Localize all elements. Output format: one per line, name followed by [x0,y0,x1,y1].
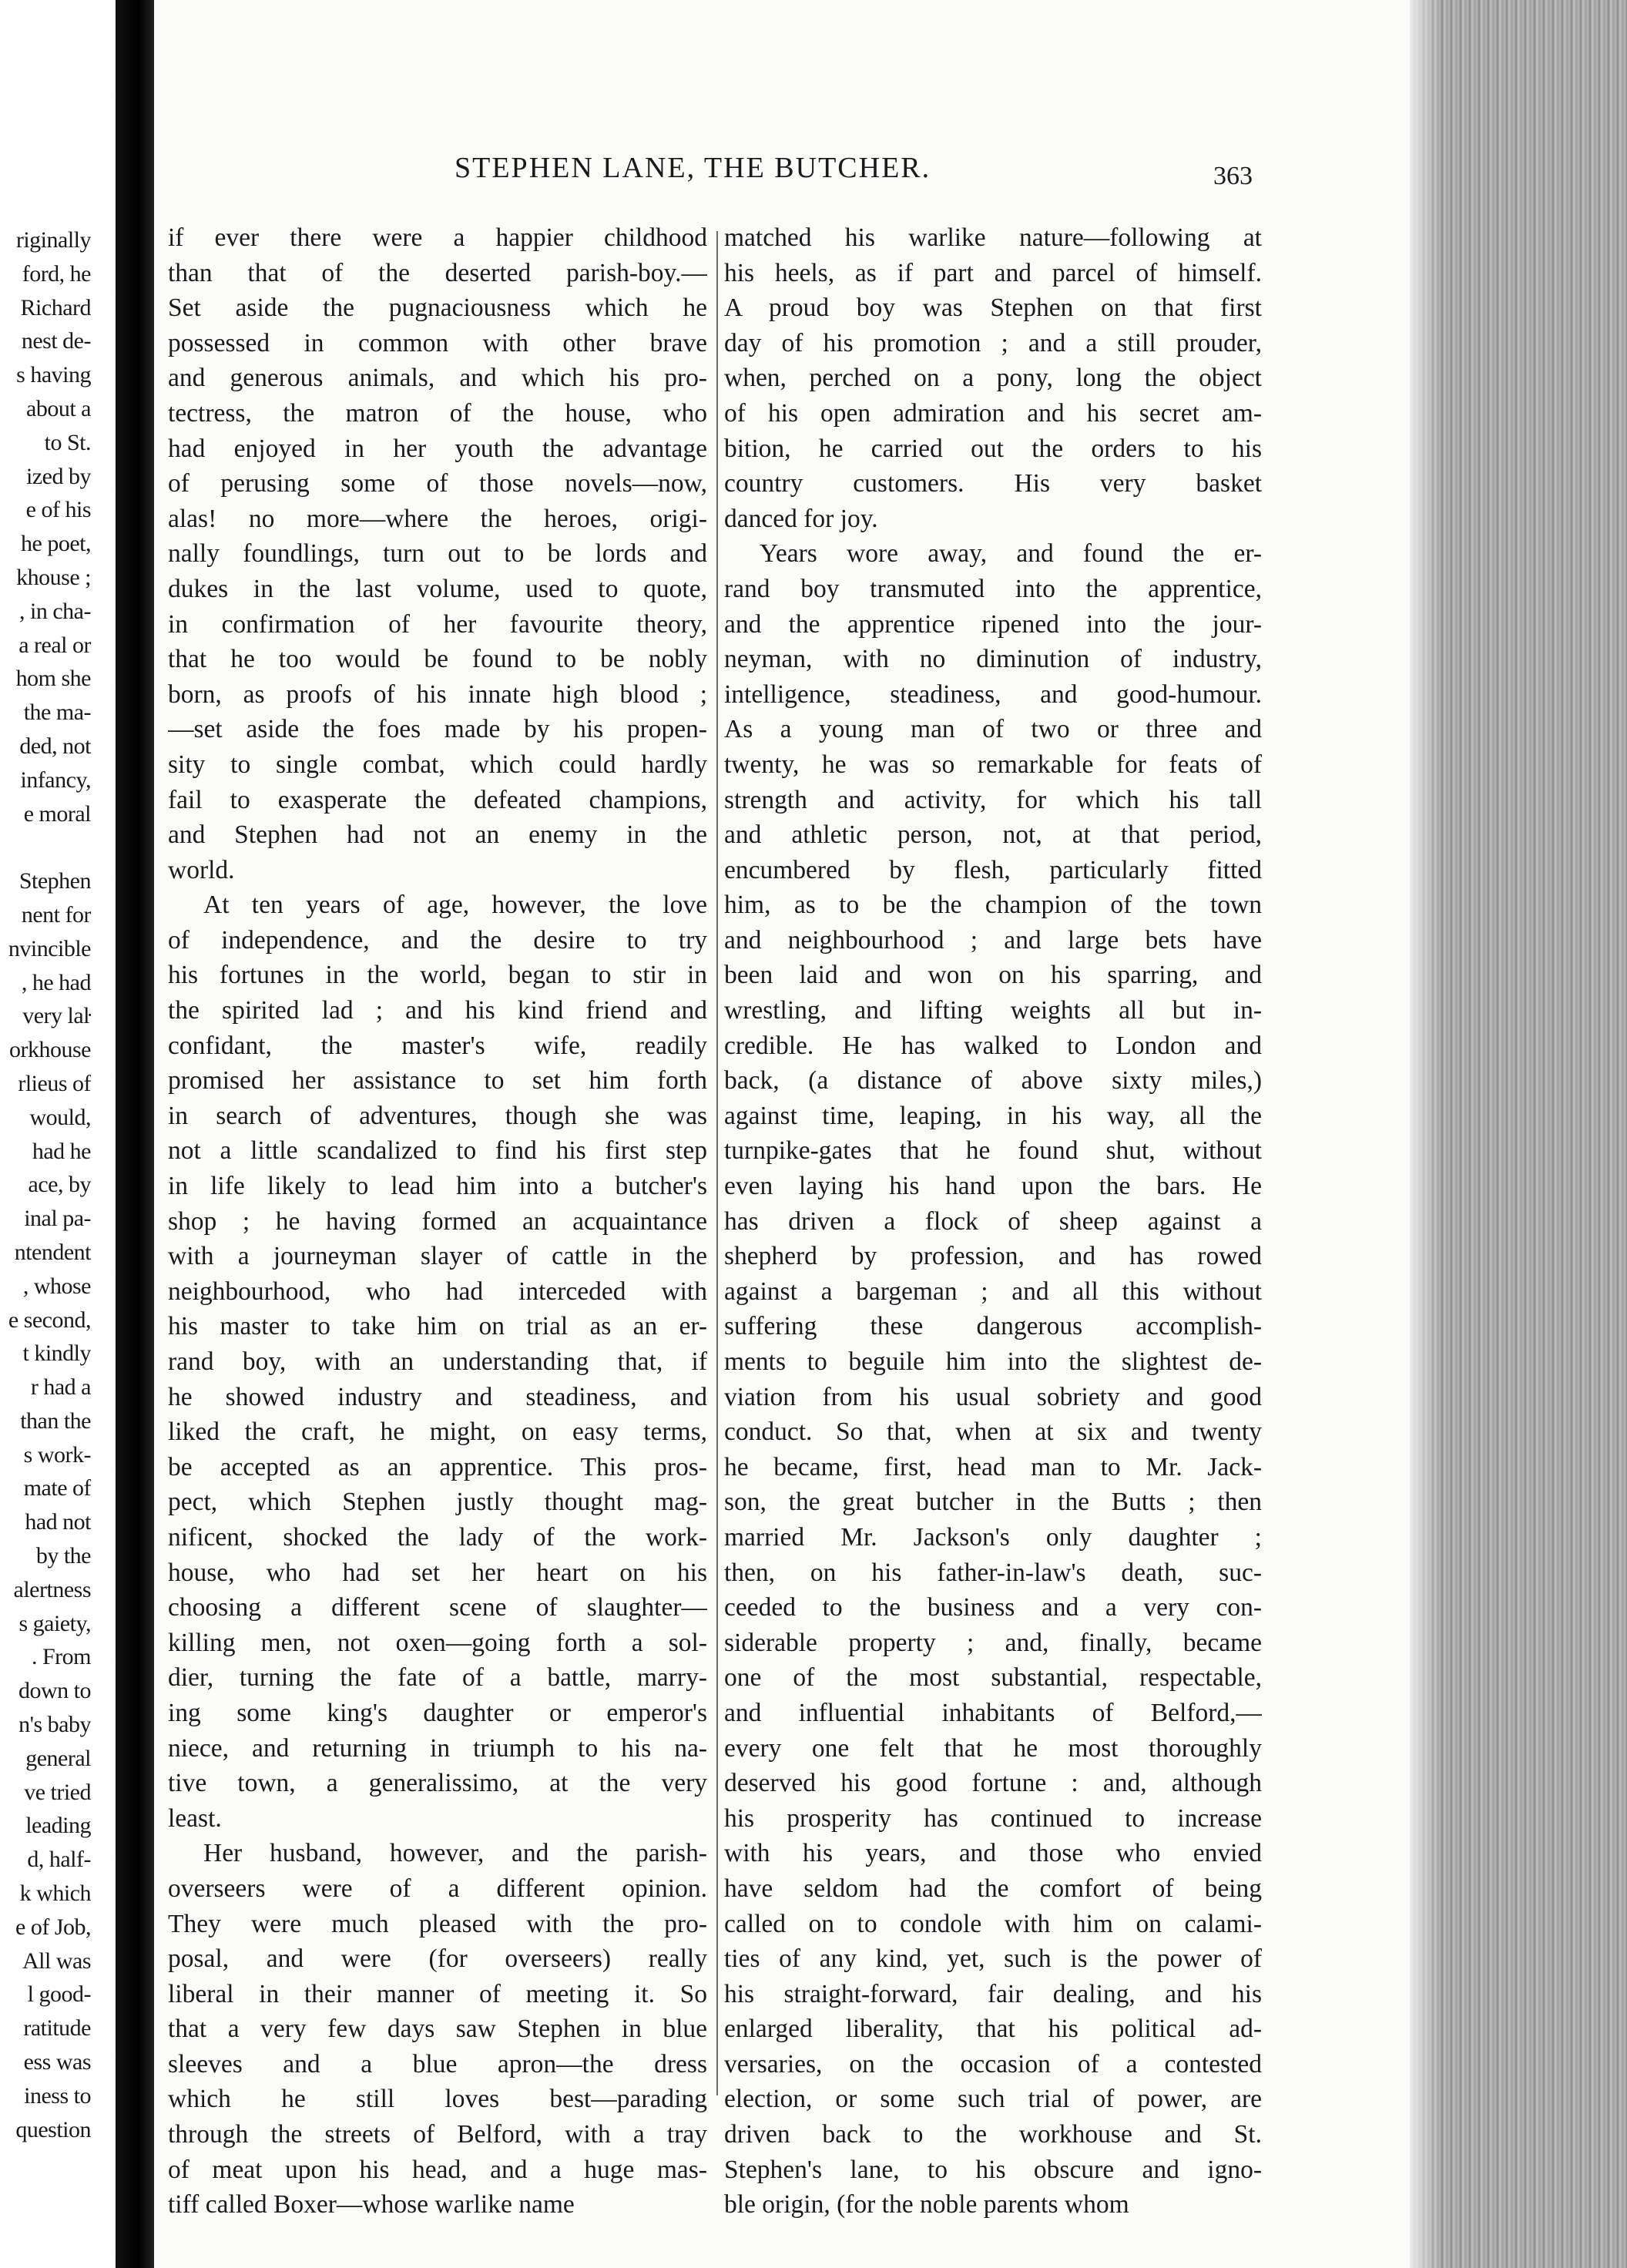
text-line: in confirmation of her favourite theory, [168,609,707,639]
text-line: Her husband, however, and the parish- [203,1839,707,1868]
text-line: of his open admiration and his secret am- [724,398,1262,428]
previous-page-fragment: leading [25,1813,91,1839]
text-line: nificent, shocked the lady of the work- [168,1522,707,1552]
text-line: be accepted as an apprentice. This pros- [168,1452,707,1481]
text-line: against a bargeman ; and all this without [724,1277,1262,1306]
text-line: ceeded to the business and a very con- [724,1593,1262,1622]
text-line: possessed in common with other brave [168,328,707,357]
text-line: tive town, a generalissimo, at the very [168,1769,707,1798]
text-line: danced for joy. [724,504,878,533]
text-line: neyman, with no diminution of industry, [724,645,1262,674]
text-line: matched his warlike nature—following at [724,223,1262,252]
book-spine-shadow [116,0,154,2268]
text-line: twenty, he was so remarkable for feats of [724,750,1262,779]
text-line: tiff called Boxer—whose warlike name [168,2190,575,2219]
previous-page-fragment: e second, [8,1307,91,1333]
text-line: he became, first, head man to Mr. Jack- [724,1452,1262,1481]
previous-page-fragment: Richard [20,294,91,320]
text-line: dukes in the last volume, used to quote, [168,574,707,603]
text-line: son, the great butcher in the Butts ; then [724,1488,1262,1517]
text-line: posal, and were (for overseers) really [168,1944,707,1974]
previous-page-fragment: ve tried [24,1779,91,1805]
previous-page-fragment: hom she [15,666,91,692]
page-edge-fade [1410,0,1441,2268]
text-line: They were much pleased with the pro- [168,1909,707,1938]
text-line: his heels, as if part and parcel of himself. [724,258,1262,287]
text-line: which he still loves best—parading [168,2085,707,2114]
previous-page-fragment: t kindly [22,1340,91,1367]
text-line: has driven a flock of sheep against a [724,1206,1262,1236]
previous-page-fragment: nvincible [8,935,91,961]
text-line: viation from his usual sobriety and good [724,1382,1262,1411]
previous-page-fragment: orkhouse [9,1037,91,1063]
text-line: day of his promotion ; and a still prouder, [724,328,1262,357]
text-line: of independence, and the desire to try [168,925,707,955]
previous-page-fragment: to St. [44,429,91,455]
previous-page-fragment: a real or [18,632,91,658]
previous-page-fragment: ded, not [19,733,91,759]
previous-page-fragment: nest de- [21,328,91,354]
text-line: encumbered by flesh, particularly fitted [724,855,1262,884]
text-line: intelligence, steadiness, and good-humour. [724,679,1262,709]
previous-page-fragment: r had a [30,1374,91,1401]
previous-page-fragment: about a [26,395,91,421]
text-line: that he too would be found to be nobly [168,645,707,674]
text-line: have seldom had the comfort of being [724,1874,1262,1903]
previous-page-fragment: had he [32,1138,91,1164]
text-line: deserved his good fortune : and, although [724,1769,1262,1798]
text-line: nally foundlings, turn out to be lords and [168,539,707,569]
previous-page-fragment: general [25,1745,91,1771]
text-line: country customers. His very basket [724,469,1262,498]
text-line: niece, and returning in triumph to his na- [168,1733,707,1763]
text-line: of meat upon his head, and a huge mas- [168,2155,707,2184]
text-line: wrestling, and lifting weights all but in- [724,996,1262,1025]
text-line: —set aside the foes made by his propen- [168,715,707,744]
text-line: rand boy transmuted into the apprentice, [724,574,1262,603]
text-line: and athletic person, not, at that period, [724,820,1262,850]
text-line: not a little scandalized to find his first step [168,1136,707,1166]
text-line: his prosperity has continued to increase [724,1803,1262,1833]
text-line: neighbourhood, who had interceded with [168,1277,707,1306]
text-line: when, perched on a pony, long the object [724,364,1262,393]
previous-page-fragment: n's baby [18,1712,91,1738]
text-line: and Stephen had not an enemy in the [168,820,707,850]
previous-page-gutter [0,0,154,2268]
text-line: against time, leaping, in his way, all the [724,1101,1262,1130]
previous-page-fragment: ntendent [14,1239,91,1265]
text-line: tectress, the matron of the house, who [168,398,707,428]
text-line: strength and activity, for which his tall [724,785,1262,814]
text-line: rand boy, with an understanding that, if [168,1347,707,1376]
text-line: every one felt that he most thoroughly [724,1733,1262,1763]
text-line: he showed industry and steadiness, and [168,1382,707,1411]
text-line: his straight-forward, fair dealing, and his [724,1979,1262,2008]
text-line: enlarged liberality, that his political ad- [724,2015,1262,2044]
text-line: siderable property ; and, finally, became [724,1628,1262,1657]
text-line: As a young man of two or three and [724,715,1262,744]
text-line: bition, he carried out the orders to his [724,434,1262,463]
text-line: shepherd by profession, and has rowed [724,1242,1262,1271]
text-line: versaries, on the occasion of a contested [724,2049,1262,2078]
previous-page-fragment: question [15,2116,91,2142]
text-line: and the apprentice ripened into the jour- [724,609,1262,639]
text-line: world. [168,855,235,884]
text-line: turnpike-gates that he found shut, without [724,1136,1262,1166]
text-line: driven back to the workhouse and St. [724,2120,1262,2149]
previous-page-fragment: khouse ; [16,564,91,590]
text-line: pect, which Stephen justly thought mag- [168,1488,707,1517]
text-line: alas! no more—where the heroes, origi- [168,504,707,533]
text-line: his master to take him on trial as an er- [168,1312,707,1341]
previous-page-fragment: k which [19,1880,91,1907]
column-rule [716,231,718,2095]
text-line: ties of any kind, yet, such is the power of [724,1944,1262,1974]
text-line: credible. He has walked to London and [724,1031,1262,1060]
previous-page-fragment: riginally [15,227,91,253]
text-line: liberal in their manner of meeting it. So [168,1979,707,2008]
text-line: confidant, the master's wife, readily [168,1031,707,1060]
text-line: Years wore away, and found the er- [760,539,1262,569]
previous-page-fragment: ford, he [22,260,91,287]
previous-page-fragment: down to [18,1678,91,1704]
text-line: been laid and won on his sparring, and [724,961,1262,990]
text-line: A proud boy was Stephen on that first [724,294,1262,323]
text-line: least. [168,1803,222,1833]
text-line: fail to exasperate the defeated champions, [168,785,707,814]
text-line: through the streets of Belford, with a tray [168,2120,707,2149]
text-line: with a journeyman slayer of cattle in the [168,1242,707,1271]
text-line: liked the craft, he might, on easy terms, [168,1418,707,1447]
text-line: Stephen's lane, to his obscure and igno- [724,2155,1262,2184]
text-line: and neighbourhood ; and large bets have [724,925,1262,955]
previous-page-fragment: had not [25,1509,91,1535]
previous-page-fragment: e moral [23,800,91,827]
text-line: married Mr. Jackson's only daughter ; [724,1522,1262,1552]
text-line: shop ; he having formed an acquaintance [168,1206,707,1236]
previous-page-fragment: e of Job, [15,1914,91,1940]
left-column [168,220,707,2223]
previous-page-fragment: inal pa- [24,1206,91,1232]
previous-page-fragment: ized by [26,463,91,489]
text-line: conduct. So that, when at six and twenty [724,1418,1262,1447]
text-line: if ever there were a happier childhood [168,223,707,252]
previous-page-fragment: mate of [23,1475,91,1501]
text-line: him, as to be the champion of the town [724,891,1262,920]
previous-page-fragment: ace, by [28,1172,91,1198]
text-line: At ten years of age, however, the love [203,891,707,920]
previous-page-fragment: , in cha- [19,598,91,624]
previous-page-fragment: nent for [21,901,91,928]
text-line: in search of adventures, though she was [168,1101,707,1130]
previous-page-fragment: iness to [24,2082,91,2109]
text-line: and generous animals, and which his pro- [168,364,707,393]
text-line: dier, turning the fate of a battle, marry- [168,1663,707,1693]
text-line: of perusing some of those novels—now, [168,469,707,498]
previous-page-fragment: would, [29,1104,91,1130]
previous-page-fragment: . From [31,1644,91,1670]
text-line: back, (a distance of above sixty miles,) [724,1066,1262,1095]
text-line: than that of the deserted parish-boy.— [168,258,707,287]
text-line: born, as proofs of his innate high blood ; [168,679,707,709]
previous-page-fragment: ratitude [23,2015,91,2042]
text-line: with his years, and those who envied [724,1839,1262,1868]
text-line: suffering these dangerous accomplish- [724,1312,1262,1341]
previous-page-fragment: rlieus of [18,1070,91,1096]
text-line: ble origin, (for the noble parents whom [724,2190,1129,2219]
previous-page-fragment: All was [22,1948,91,1974]
previous-page-fragment: e of his [25,497,91,523]
previous-page-fragment: , he had [21,969,91,995]
previous-page-fragment: infancy, [20,767,91,793]
previous-page-fragment: Stephen [18,868,91,894]
text-line: then, on his father-in-law's death, suc- [724,1558,1262,1587]
text-line: the spirited lad ; and his kind friend and [168,996,707,1025]
text-line: Set aside the pugnaciousness which he [168,294,707,323]
text-line: ments to beguile him into the slightest de- [724,1347,1262,1376]
text-line: choosing a different scene of slaughter— [168,1593,707,1622]
text-line: and influential inhabitants of Belford,— [724,1698,1262,1727]
text-line: house, who had set her heart on his [168,1558,707,1587]
text-line: called on to condole with him on calami- [724,1909,1262,1938]
text-line: sleeves and a blue apron—the dress [168,2049,707,2078]
previous-page-fragment: s work- [23,1441,91,1468]
text-line: even laying his hand upon the bars. He [724,1172,1262,1201]
text-line: election, or some such trial of power, are [724,2085,1262,2114]
right-column [724,220,1262,2223]
text-line: one of the most substantial, respectable, [724,1663,1262,1693]
previous-page-fragment: the ma- [23,700,91,726]
text-line: killing men, not oxen—going forth a sol- [168,1628,707,1657]
previous-page-fragment: by the [35,1543,91,1569]
text-line: that a very few days saw Stephen in blue [168,2015,707,2044]
previous-page-fragment: alertness [13,1576,91,1602]
text-line: overseers were of a different opinion. [168,1874,707,1903]
text-line: sity to single combat, which could hardly [168,750,707,779]
previous-page-fragment: s having [16,362,91,388]
previous-page-fragment: he poet, [21,531,91,557]
text-line: in life likely to lead him into a butcher's [168,1172,707,1201]
previous-page-fragment: very laŀ [22,1003,91,1029]
running-head: STEPHEN LANE, THE BUTCHER. [455,152,931,184]
text-line: his fortunes in the world, began to stir in [168,961,707,990]
text-line: had enjoyed in her youth the advantage [168,434,707,463]
previous-page-fragment: d, half- [27,1847,91,1873]
previous-page-fragments [0,223,91,2146]
page-edge-stack [1410,0,1627,2268]
page-number: 363 [1213,162,1253,190]
text-line: ing some king's daughter or emperor's [168,1698,707,1727]
previous-page-fragment: l good- [27,1981,91,2008]
previous-page-fragment: , whose [22,1273,91,1299]
previous-page-fragment: than the [20,1407,91,1434]
previous-page-fragment: s gaiety, [18,1610,91,1636]
text-line: promised her assistance to set him forth [168,1066,707,1095]
previous-page-fragment: ess was [23,2049,91,2075]
previous-page-fragment [0,830,91,864]
